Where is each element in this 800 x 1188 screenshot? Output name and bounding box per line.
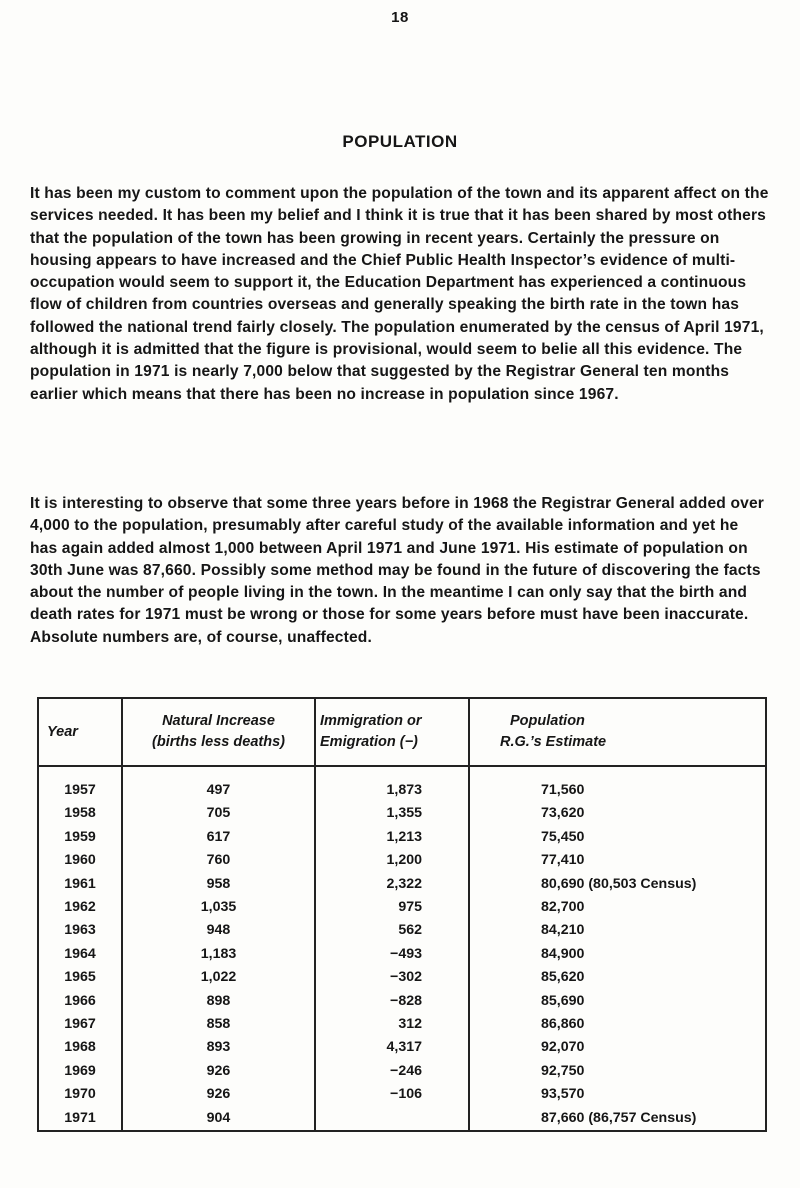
table-row xyxy=(38,1036,766,1059)
cell-population: 75,450 xyxy=(469,826,766,849)
header-migration xyxy=(315,698,469,766)
cell-population: 71,560 xyxy=(469,766,766,802)
cell-year: 1970 xyxy=(38,1083,122,1106)
cell-migration: 1,213 xyxy=(315,826,469,849)
paragraph-2: It is interesting to observe that some three years before in 1968 the Registrar General added over 4,000 to the population, presumably after careful study of the available information and yet he has again added almost 1,000 between April 1971 and June 1971. His estimate of population on 30th June was 87,660. Possibly some method may be found in the future of discovering the facts about the number of people living in the town. In the meantime I can only say that the birth and death rates for 1971 must be wrong or those for some years before must have been inaccurate. Absolute numbers are, of course, unaffected. xyxy=(30,495,764,646)
cell-population: 87,660 (86,757 Census) xyxy=(469,1107,766,1131)
cell-migration: −828 xyxy=(315,990,469,1013)
page-title: POPULATION xyxy=(342,132,458,151)
table-body xyxy=(38,766,766,1131)
header-migration-line1: Immigration or xyxy=(320,713,422,729)
cell-population: 77,410 xyxy=(469,849,766,872)
table-row xyxy=(38,919,766,942)
cell-natural-increase: 1,022 xyxy=(122,966,315,989)
table-header-row xyxy=(38,698,766,766)
cell-migration: −302 xyxy=(315,966,469,989)
cell-migration: −493 xyxy=(315,943,469,966)
cell-population: 85,620 xyxy=(469,966,766,989)
cell-population: 92,070 xyxy=(469,1036,766,1059)
table-row xyxy=(38,966,766,989)
cell-migration: 1,873 xyxy=(315,766,469,802)
cell-population: 73,620 xyxy=(469,802,766,825)
cell-year: 1969 xyxy=(38,1060,122,1083)
cell-natural-increase: 760 xyxy=(122,849,315,872)
cell-year: 1964 xyxy=(38,943,122,966)
header-population-line2: R.G.’s Estimate xyxy=(500,734,607,750)
cell-migration: 975 xyxy=(315,896,469,919)
table-row xyxy=(38,1083,766,1106)
cell-migration: 562 xyxy=(315,919,469,942)
cell-year: 1965 xyxy=(38,966,122,989)
cell-year: 1957 xyxy=(38,766,122,802)
cell-population: 92,750 xyxy=(469,1060,766,1083)
table-row xyxy=(38,849,766,872)
cell-population: 93,570 xyxy=(469,1083,766,1106)
header-population xyxy=(469,698,766,766)
cell-population: 85,690 xyxy=(469,990,766,1013)
cell-population: 86,860 xyxy=(469,1013,766,1036)
table-row xyxy=(38,896,766,919)
cell-year: 1963 xyxy=(38,919,122,942)
cell-year: 1961 xyxy=(38,873,122,896)
header-natural-line1: Natural Increase xyxy=(162,713,275,729)
cell-population: 80,690 (80,503 Census) xyxy=(469,873,766,896)
cell-migration: −246 xyxy=(315,1060,469,1083)
cell-year: 1971 xyxy=(38,1107,122,1131)
cell-year: 1959 xyxy=(38,826,122,849)
cell-natural-increase: 904 xyxy=(122,1107,315,1131)
table-row xyxy=(38,766,766,802)
table-row xyxy=(38,873,766,896)
table-row xyxy=(38,990,766,1013)
cell-natural-increase: 617 xyxy=(122,826,315,849)
cell-natural-increase: 1,035 xyxy=(122,896,315,919)
table-row xyxy=(38,1060,766,1083)
table-row xyxy=(38,802,766,825)
table-row xyxy=(38,943,766,966)
cell-year: 1960 xyxy=(38,849,122,872)
cell-year: 1958 xyxy=(38,802,122,825)
table-row xyxy=(38,826,766,849)
cell-migration xyxy=(315,1107,469,1131)
cell-year: 1962 xyxy=(38,896,122,919)
cell-natural-increase: 898 xyxy=(122,990,315,1013)
cell-natural-increase: 948 xyxy=(122,919,315,942)
cell-natural-increase: 926 xyxy=(122,1060,315,1083)
cell-year: 1968 xyxy=(38,1036,122,1059)
cell-migration: 2,322 xyxy=(315,873,469,896)
cell-year: 1967 xyxy=(38,1013,122,1036)
header-natural-increase xyxy=(122,698,315,766)
cell-population: 84,210 xyxy=(469,919,766,942)
cell-migration: −106 xyxy=(315,1083,469,1106)
cell-migration: 1,200 xyxy=(315,849,469,872)
cell-natural-increase: 893 xyxy=(122,1036,315,1059)
paragraph-1: It has been my custom to comment upon the population of the town and its apparent affect on the services needed. It has been my belief and I think it is true that it has been shared by most others that the population of the town has been growing in recent years. Certainly the pressure on housing appears to have increased and the Chief Public Health Inspector’s evidence of multi-occupation would seem to support it, the Education Department has experienced a continuous flow of children from countries overseas and generally speaking the birth rate in the town has followed the national trend fairly closely. The population enumerated by the census of April 1971, although it is admitted that the figure is provisional, would seem to belie all this evidence. The population in 1971 is nearly 7,000 below that suggested by the Registrar General ten months earlier which means that there has been no increase in population since 1967. xyxy=(30,185,769,403)
table-row xyxy=(38,1013,766,1036)
cell-population: 84,900 xyxy=(469,943,766,966)
cell-natural-increase: 958 xyxy=(122,873,315,896)
cell-natural-increase: 1,183 xyxy=(122,943,315,966)
header-population-line1: Population xyxy=(510,713,585,729)
cell-migration: 1,355 xyxy=(315,802,469,825)
cell-natural-increase: 497 xyxy=(122,766,315,802)
cell-natural-increase: 705 xyxy=(122,802,315,825)
header-migration-line2: Emigration (−) xyxy=(320,734,418,750)
header-natural-line2: (births less deaths) xyxy=(152,734,285,750)
cell-migration: 4,317 xyxy=(315,1036,469,1059)
header-year: Year xyxy=(38,698,122,766)
cell-natural-increase: 926 xyxy=(122,1083,315,1106)
page-number: 18 xyxy=(391,9,409,26)
population-table xyxy=(37,697,767,1132)
cell-natural-increase: 858 xyxy=(122,1013,315,1036)
cell-migration: 312 xyxy=(315,1013,469,1036)
cell-population: 82,700 xyxy=(469,896,766,919)
table-row xyxy=(38,1107,766,1131)
cell-year: 1966 xyxy=(38,990,122,1013)
